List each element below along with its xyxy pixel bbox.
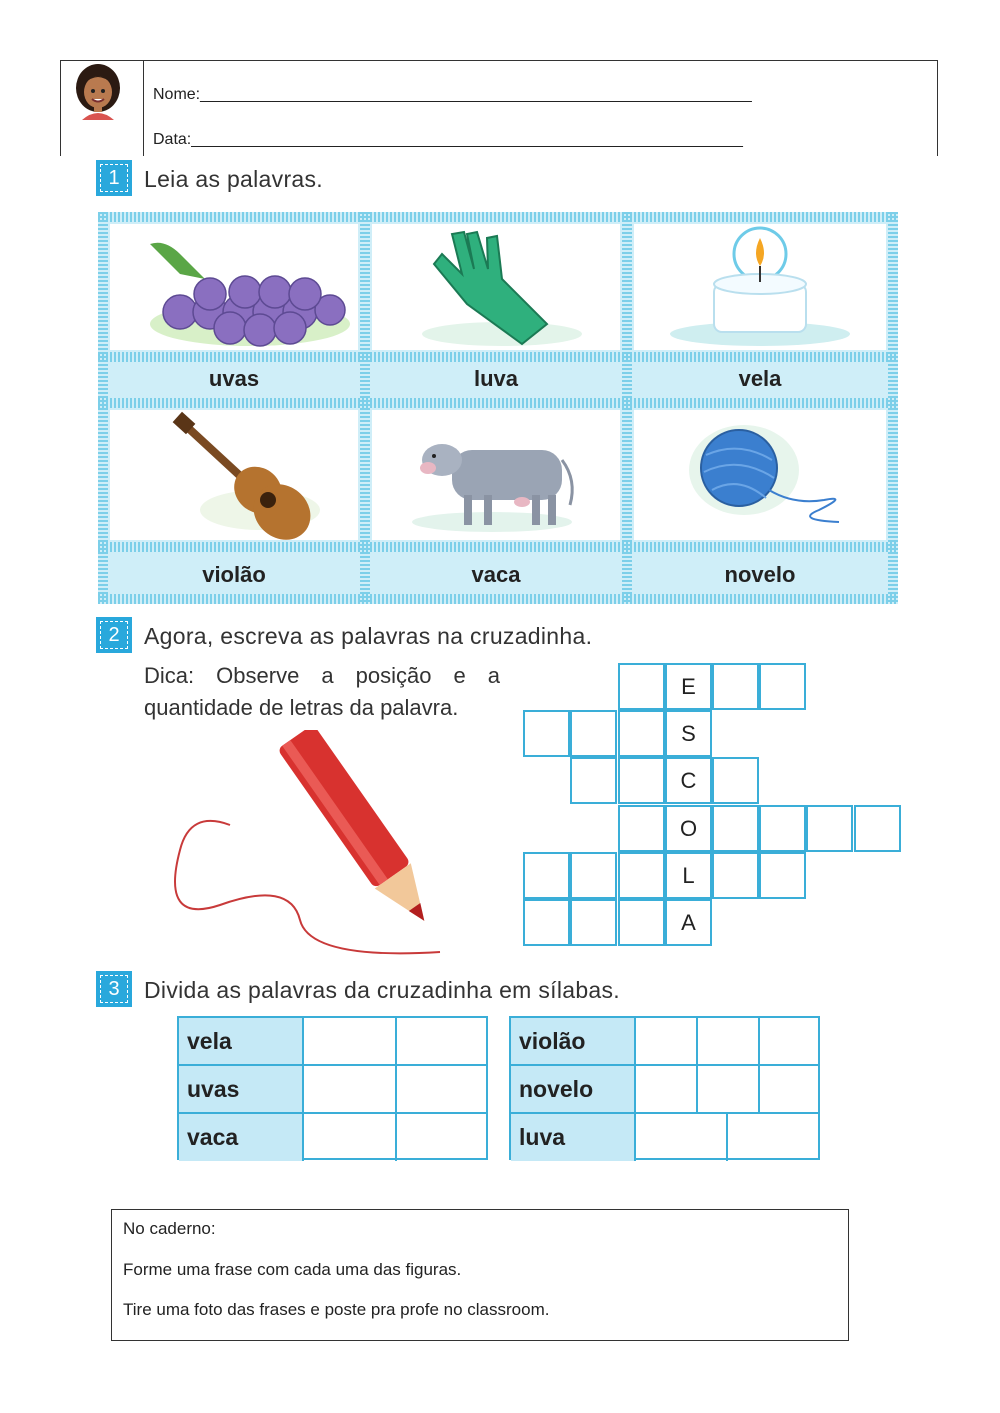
syllable-cell[interactable] [636,1114,728,1161]
crossword-cell[interactable] [523,710,570,757]
exercise-3-number: 3 [100,975,128,1003]
syllable-cell[interactable] [304,1114,397,1161]
syllable-word: uvas [179,1066,304,1113]
exercise-1-instruction: Leia as palavras. [144,166,323,192]
syllable-cell[interactable] [636,1018,698,1065]
syllable-cell[interactable] [397,1114,486,1161]
notebook-line-2: Tire uma foto das frases e poste pra profe no classroom. [123,1300,550,1319]
syllable-table-right [509,1016,820,1160]
exercise-2-instruction: Agora, escreva as palavras na cruzadinha. [144,623,593,649]
table-row [511,1066,818,1113]
word-label-vela: vela [738,366,782,391]
notebook-line-1: Forme uma frase com cada uma das figuras. [123,1260,462,1279]
crossword-cell[interactable] [570,710,617,757]
crossword-cell[interactable] [523,852,570,899]
notebook-title: No caderno: [123,1219,216,1238]
date-field[interactable]: Data:______________________________________________________________ [153,131,743,148]
crossword-letter-cell: L [665,852,712,899]
syllable-cell[interactable] [397,1066,486,1113]
syllable-cell[interactable] [728,1114,818,1161]
crossword-cell[interactable] [523,899,570,946]
syllable-cell[interactable] [698,1066,760,1113]
crossword-letter-cell: A [665,899,712,946]
syllable-cell[interactable] [304,1018,397,1065]
table-row [511,1114,818,1161]
crossword-cell[interactable] [854,805,901,852]
crossword-cell[interactable] [759,663,806,710]
crossword-cell[interactable] [570,852,617,899]
crossword-cell[interactable] [806,805,853,852]
crossword-cell[interactable] [618,805,665,852]
name-field[interactable]: Nome:______________________________________________________________ [153,86,752,103]
syllable-word: novelo [511,1066,636,1113]
exercise-1-number: 1 [100,164,128,192]
hint-text: Dica: Observe a posição e a quantidade de letras da palavra. [144,663,500,720]
crossword-cell[interactable] [712,663,759,710]
crossword-cell[interactable] [570,899,617,946]
crossword-cell[interactable] [570,757,617,804]
syllable-word: luva [511,1114,636,1161]
syllable-cell[interactable] [698,1018,760,1065]
crossword-letter-cell: E [665,663,712,710]
exercise-3-instruction: Divida as palavras da cruzadinha em sílabas. [144,977,620,1003]
crossword-cell[interactable] [618,663,665,710]
word-label-novelo: novelo [724,562,796,587]
table-row [179,1066,486,1113]
table-row [179,1018,486,1065]
syllable-cell[interactable] [760,1066,818,1113]
crossword-cell[interactable] [618,899,665,946]
word-label-luva: luva [473,366,519,391]
crossword-letter-cell: O [665,805,712,852]
word-label-vaca: vaca [471,562,521,587]
crossword-cell[interactable] [618,852,665,899]
crossword-letter-cell: S [665,710,712,757]
syllable-word: vela [179,1018,304,1065]
table-row [179,1114,486,1161]
crossword-cell[interactable] [759,852,806,899]
crossword-cell[interactable] [712,757,759,804]
crossword-cell[interactable] [618,710,665,757]
syllable-cell[interactable] [760,1018,818,1065]
word-label-uvas: uvas [208,366,260,391]
syllable-cell[interactable] [636,1066,698,1113]
syllable-word: vaca [179,1114,304,1161]
exercise-2-number: 2 [100,621,128,649]
crossword-letter-cell: C [665,757,712,804]
syllable-cell[interactable] [304,1066,397,1113]
word-label-violao: violão [202,562,266,587]
crossword-cell[interactable] [712,852,759,899]
syllable-word: violão [511,1018,636,1065]
syllable-table-left [177,1016,488,1160]
crossword-cell[interactable] [759,805,806,852]
crossword-cell[interactable] [712,805,759,852]
syllable-cell[interactable] [397,1018,486,1065]
table-row [511,1018,818,1065]
exercise-3-badge [96,971,132,1007]
crossword-cell[interactable] [618,757,665,804]
